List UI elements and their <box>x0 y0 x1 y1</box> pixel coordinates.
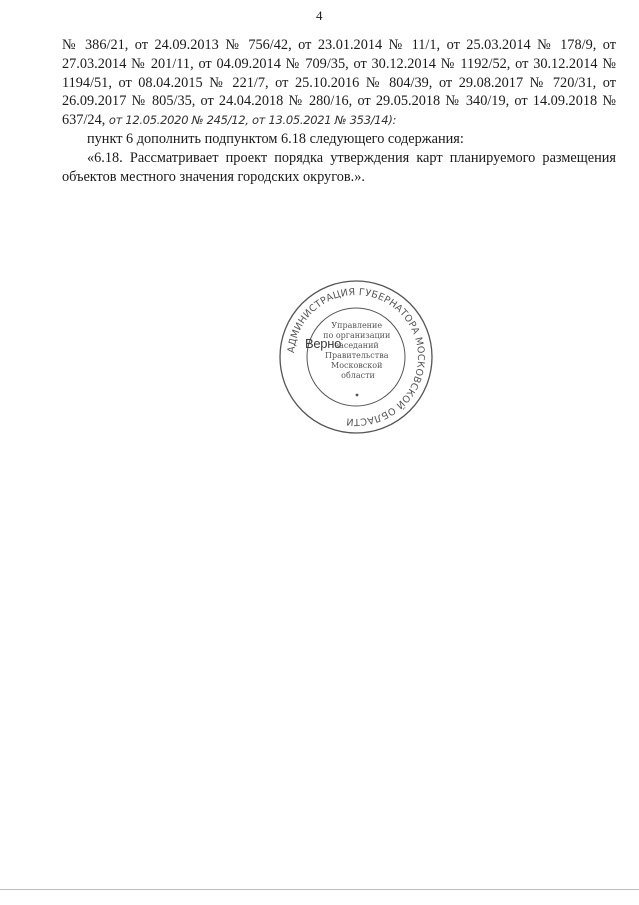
amendment-list-text: № 386/21, от 24.09.2013 № 756/42, от 23.01.2014 № 11/1, от 25.03.2014 № 178/9, от 27.03.2014 № 201/11, от 04.09.2014 № 709/35, от 30.12.2014 № 1192/52, от 30.12.2014 № 1194/51, от 08.04.2015 № 221/7, от 25.10.2016 № 804/39, от 29.08.2017 № 720/31, от 26.09.2017 № 805/35, от 24.04.2018 № 280/16, от 29.05.2018 № 340/19, от 14.09.2018 № 637/24, <box>62 37 616 129</box>
seal-dot <box>356 394 359 397</box>
official-seal <box>277 278 435 436</box>
seal-outer-text: АДМИНИСТРАЦИЯ ГУБЕРНАТОРА МОСКОВСКОЙ ОБЛАСТИ <box>286 286 427 428</box>
new-clause-paragraph: «6.18. Рассматривает проект порядка утверждения карт планируемого размещения объектов местного значения городских округов.». <box>62 149 616 185</box>
page-number: 4 <box>316 8 323 23</box>
seal-graphic <box>277 278 435 436</box>
amendment-list-paragraph <box>62 36 616 130</box>
handwritten-addition: от 12.05.2020 № 245/12, от 13.05.2021 № 353/14): <box>108 113 397 128</box>
seal-inner-text: Управление по организации заседаний Правительства Московской области <box>323 321 391 380</box>
document-body <box>62 36 616 186</box>
instruction-paragraph: пункт 6 дополнить подпунктом 6.18 следующего содержания: <box>87 130 464 147</box>
certification-mark: Верно <box>305 336 342 351</box>
scan-edge-line <box>0 889 639 890</box>
